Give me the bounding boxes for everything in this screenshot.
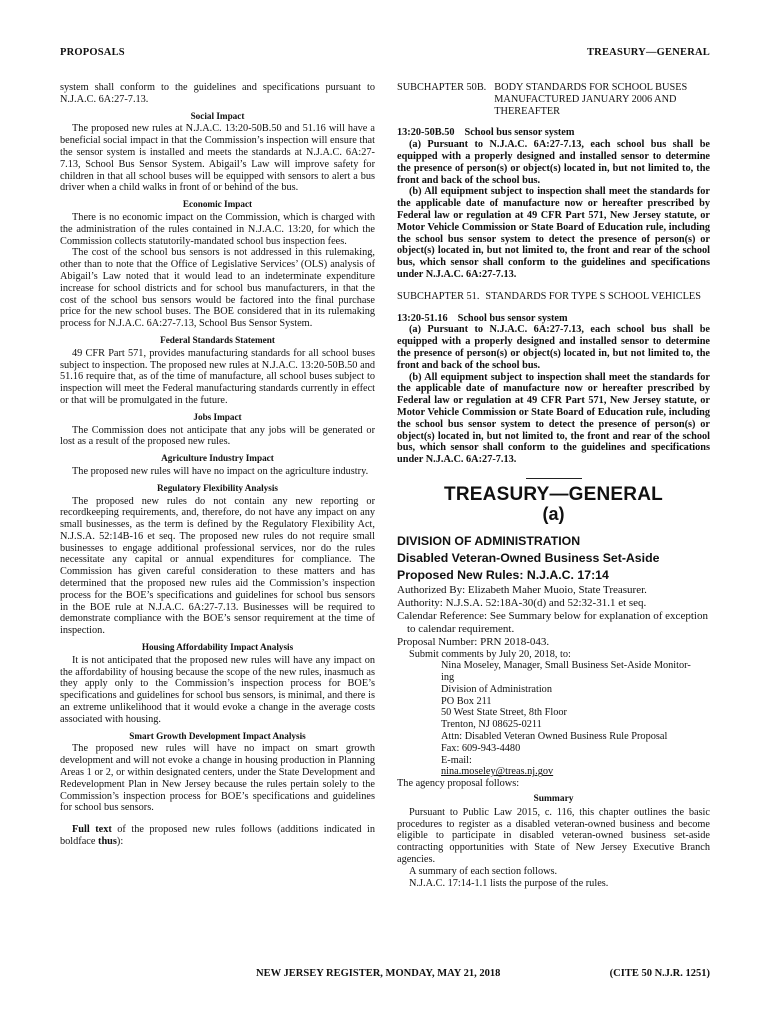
- subchapter-50b-number: SUBCHAPTER 50B.: [397, 82, 487, 93]
- rule-51-16-subsection-b: (b) All equipment subject to inspection shall meet the standards for the applicable date of manufacture now or hereafter prescribed by Federal law or regulation at 49 CFR Part 571, New Jersey statute, or Motor Vehicle Commission or State Board of Education rule, including the school bus sensor system to detect the presence of person(s) or object(s) located in, but not limited to, the front and rear of the school bus, which sensor shall conform to the guidelines and specifications under N.J.A.C. 6A:27-7.13.: [397, 371, 710, 466]
- rule-51-16-heading: [397, 313, 710, 325]
- subchapter-51-number: SUBCHAPTER 51.: [397, 290, 480, 302]
- summary-text: Pursuant to Public Law 2015, c. 116, this chapter outlines the basic procedures to register as a disabled veteran-owned business and become eligible to participate in disabled veteran-owned business set-aside contracting opportunities with State of New Jersey Executive Branch agencies.: [397, 806, 710, 866]
- address-line: Trenton, NJ 08625-0211: [441, 719, 542, 731]
- summary-each-section: A summary of each section follows.: [409, 865, 558, 877]
- rule-51-16-title: School bus sensor system: [457, 312, 568, 324]
- rule-title-heading: Disabled Veteran-Owned Business Set-Aside: [397, 550, 660, 565]
- mailing-address: [397, 660, 710, 778]
- federal-standards-text: 49 CFR Part 571, provides manufacturing standards for all school buses subject to inspection. The proposed new rules at N.J.A.C. 13:20-50B.50 and 51.16 require that, as of the time of manufacture, all school buses subject to inspection will meet the Federal manufacturing standards currently in effect or that will be promulgated in the future.: [60, 347, 375, 406]
- running-header-right: TREASURY—GENERAL: [586, 47, 710, 58]
- address-line: 50 West State Street, 8th Floor: [441, 707, 567, 719]
- economic-impact-text-2: The cost of the school bus sensors is not addressed in this rulemaking, other than to note that the Office of Legislative Services’ (OLS) analysis of Abigail’s Law noted that it would lead to an indeterminate expenditure increase for school districts and for school bus manufacturers, in that the cost of the school bus sensors would be factored into the final purchase price for the new school buses. The BOE considered that in its rulemaking process for N.J.A.C. 6A:27-7.13, School Bus Sensor System.: [60, 247, 375, 330]
- email-label: E-mail:: [441, 754, 472, 766]
- economic-impact-heading: Economic Impact: [182, 199, 253, 210]
- rule-50b-50-subsection-b: (b) All equipment subject to inspection shall meet the standards for the applicable date of manufacture now or hereafter prescribed by Federal law or regulation at 49 CFR Part 571, New Jersey statute, or Motor Vehicle Commission or State Board of Education rule, including the school bus sensor system to detect the presence of person(s) or object(s) located in, but not limited to, the front and rear of the school bus, which sensor shall conform to the guidelines and specifications under N.J.A.C. 6A:27-7.13.: [397, 186, 710, 280]
- smart-growth-heading: Smart Growth Development Impact Analysis: [129, 730, 306, 741]
- rule-51-16-subsection-a: (a) Pursuant to N.J.A.C. 6A:27-7.13, each school bus shall be equipped with a properly designed and installed sensor to determine the presence of person(s) or object(s) located in, but not limited to, the front and back of the school bus.: [397, 324, 710, 371]
- address-line: ing: [441, 672, 455, 684]
- full-text-end: ):: [116, 836, 124, 848]
- footer-citation: (CITE 50 N.J.R. 1251): [609, 968, 710, 979]
- address-line: Attn: Disabled Veteran Owned Business Rule Proposal: [441, 731, 668, 743]
- rule-50b-50-number: 13:20-50B.50: [397, 127, 455, 139]
- summary-heading: Summary: [533, 794, 574, 805]
- address-line: PO Box 211: [441, 695, 492, 707]
- intro-paragraph: system shall conform to the guidelines and specifications pursuant to N.J.A.C. 6A:27-7.13.: [60, 82, 375, 105]
- jobs-impact-text: The Commission does not anticipate that any jobs will be generated or lost as a result of the proposed new rules.: [60, 424, 375, 448]
- housing-affordability-heading: Housing Affordability Impact Analysis: [141, 642, 294, 653]
- agriculture-impact-heading: Agriculture Industry Impact: [161, 453, 274, 464]
- address-line: Nina Moseley, Manager, Small Business Set-Aside Monitor-: [441, 660, 691, 672]
- agency-letter: (a): [542, 503, 565, 524]
- right-column: [397, 82, 710, 889]
- smart-growth-text: The proposed new rules will have no impact on smart growth development and will not evoke a change in housing production in Planning Areas 1 or 2, or within designated centers, under the State Development and Redevelopment Plan in New Jersey because the rules pertain solely to the Commission’s inspection process for BOE’s specifications and guidelines for school bus sensors.: [60, 743, 375, 814]
- subchapter-51-heading: [397, 291, 710, 303]
- proposal-number: Proposal Number: PRN 2018-043.: [397, 635, 550, 648]
- email-link[interactable]: nina.moseley@treas.nj.gov: [441, 766, 554, 778]
- submit-comments: Submit comments by July 20, 2018, to:: [409, 648, 571, 660]
- running-header-left: PROPOSALS: [60, 47, 125, 58]
- rule-50b-50-subsection-a: (a) Pursuant to N.J.A.C. 6A:27-7.13, each school bus shall be equipped with a properly designed and installed sensor to determine the presence of person(s) or object(s) located in, but not limited to, the front and back of the school bus.: [397, 139, 710, 186]
- economic-impact-text-1: There is no economic impact on the Commission, which is charged with the administration of the rules contained in N.J.A.C. 13:20, for which the Commission collects statutorily-mandated school bus inspection fees.: [60, 211, 375, 247]
- rule-51-16-number: 13:20-51.16: [397, 312, 448, 324]
- full-text-note: [60, 824, 375, 848]
- summary-first-section: N.J.A.C. 17:14-1.1 lists the purpose of the rules.: [409, 877, 609, 889]
- section-divider: [526, 478, 582, 479]
- subchapter-50b-heading: [397, 82, 710, 117]
- agriculture-impact-text: The proposed new rules will have no impact on the agriculture industry.: [72, 465, 369, 477]
- full-text-bold: Full text: [72, 824, 112, 836]
- authority: Authority: N.J.S.A. 52:18A-30(d) and 52:32-31.1 et seq.: [397, 596, 647, 609]
- address-line: Fax: 609-943-4480: [441, 742, 521, 754]
- social-impact-text: The proposed new rules at N.J.A.C. 13:20-50B.50 and 51.16 will have a beneficial social impact in that the Commission’s inspection will ensure that the sensor system is installed and meets the standards at N.J.A.C. 6A:27-7.13, School Bus Sensor System. Abigail’s Law will improve safety for children in that all school buses will be equipped with sensors to alert a bus driver when a child walks in front of or behind of the bus.: [60, 123, 375, 194]
- footer-register-date: NEW JERSEY REGISTER, MONDAY, MAY 21, 2018: [256, 968, 501, 979]
- full-text-rest: of the proposed new rules follows (additions indicated in boldface: [60, 824, 375, 848]
- regulatory-flexibility-heading: Regulatory Flexibility Analysis: [157, 482, 278, 493]
- regulatory-flexibility-text: The proposed new rules do not contain any new reporting or recordkeeping requirements, and, therefore, do not have any impact on any small businesses, as the term is defined by the Regulatory Flexibility Act, N.J.S.A. 52:14B-16 et seq. The proposed new rules do not require small businesses to engage additional professional services, nor do the rules necessitate any capital or annual expenditures for compliance. The Commission has given careful consideration to these matters and has determined that the proposed new rules aid the Commission’s inspection process for the BOE’s specifications and guidelines for school bus sensors in the BOE rule at N.J.A.C. 6A:27-7.13. Businesses will be required to demonstrate compliance with the BOE’s sensor requirement at the time of inspection.: [60, 495, 375, 637]
- full-text-thus: thus: [98, 836, 117, 848]
- section-title: TREASURY—GENERAL: [444, 483, 663, 505]
- proposed-rules-heading: Proposed New Rules: N.J.A.C. 17:14: [397, 567, 609, 582]
- housing-affordability-text: It is not anticipated that the proposed new rules will have any impact on the affordability of housing because the scope of the new rules, inasmuch as they apply only to the Commission’s inspection process for BOE’s specifications and guidelines for school bus sensors, is minimal, and there is an extreme unlikelihood that it would evoke a change in the average costs associated with housing.: [60, 654, 375, 725]
- federal-standards-heading: Federal Standards Statement: [160, 334, 275, 345]
- rule-50b-50-heading: [397, 127, 710, 139]
- calendar-reference: Calendar Reference: See Summary below for explanation of exception to calendar requirement.: [397, 609, 708, 635]
- rule-50b-50-title: School bus sensor system: [464, 127, 575, 139]
- social-impact-heading: Social Impact: [190, 110, 245, 121]
- jobs-impact-heading: Jobs Impact: [193, 411, 242, 422]
- left-column: [60, 82, 375, 848]
- division-heading: DIVISION OF ADMINISTRATION: [397, 533, 581, 548]
- authorized-by: Authorized By: Elizabeth Maher Muoio, State Treasurer.: [397, 583, 647, 596]
- address-line: Division of Administration: [441, 683, 552, 695]
- agency-proposal-follows: The agency proposal follows:: [397, 778, 520, 790]
- subchapter-51-title: STANDARDS FOR TYPE S SCHOOL VEHICLES: [485, 290, 701, 302]
- email-line: [441, 755, 710, 779]
- subchapter-50b-title: BODY STANDARDS FOR SCHOOL BUSES MANUFACTURED JANUARY 2006 AND THEREAFTER: [494, 82, 688, 117]
